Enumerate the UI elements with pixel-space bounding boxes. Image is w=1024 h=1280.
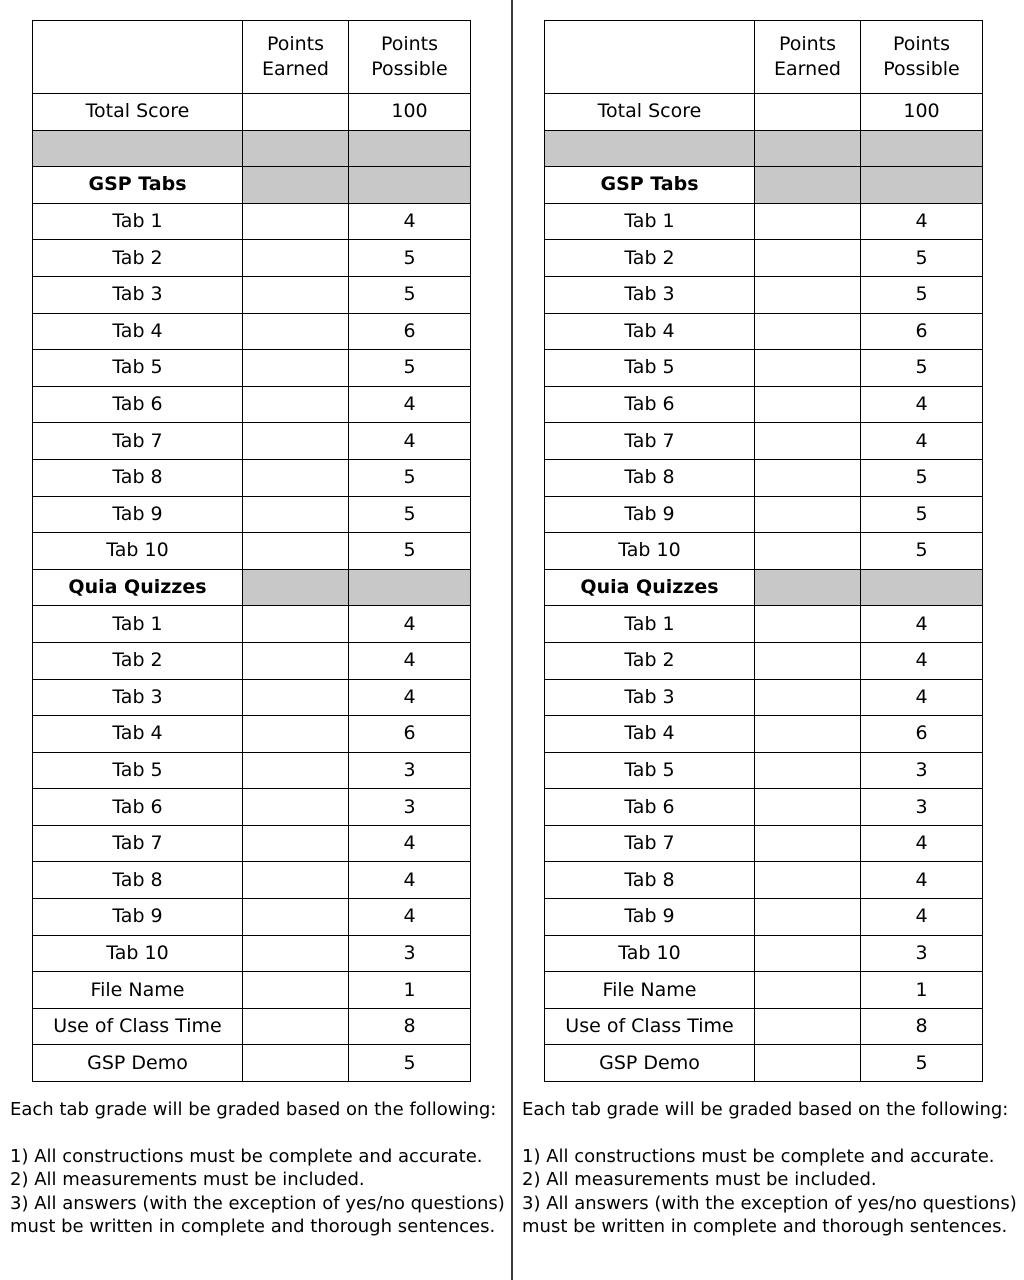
table-row — [545, 386, 983, 423]
row-label: Tab 5 — [33, 752, 243, 789]
possible-value: 5 — [349, 1045, 471, 1082]
earned-cell[interactable] — [755, 350, 861, 387]
section-title: Quia Quizzes — [33, 569, 243, 606]
earned-cell[interactable] — [243, 276, 349, 313]
table-row — [33, 276, 471, 313]
possible-value: 4 — [349, 386, 471, 423]
possible-value: 4 — [861, 679, 983, 716]
earned-cell[interactable] — [243, 935, 349, 972]
table-row — [33, 533, 471, 570]
total-earned-cell[interactable] — [755, 94, 861, 131]
notes-item: 3) All answers (with the exception of yes/no questions) must be written in complete and thorough sentences. — [10, 1192, 505, 1238]
possible-value: 3 — [349, 789, 471, 826]
possible-value: 5 — [861, 533, 983, 570]
gray-cell — [33, 130, 243, 167]
possible-value: 3 — [349, 935, 471, 972]
header-blank — [33, 21, 243, 94]
row-label: GSP Demo — [33, 1045, 243, 1082]
possible-value: 4 — [349, 203, 471, 240]
earned-cell[interactable] — [755, 386, 861, 423]
row-label: Use of Class Time — [33, 1008, 243, 1045]
earned-cell[interactable] — [243, 203, 349, 240]
row-label: File Name — [33, 972, 243, 1009]
possible-value: 3 — [861, 935, 983, 972]
gray-cell — [243, 130, 349, 167]
row-label: Tab 6 — [545, 386, 755, 423]
row-label: Tab 8 — [545, 862, 755, 899]
row-label: GSP Demo — [545, 1045, 755, 1082]
table-row — [545, 679, 983, 716]
score-sheet-right — [522, 20, 1024, 1239]
possible-value: 4 — [349, 606, 471, 643]
possible-value: 4 — [861, 606, 983, 643]
possible-value: 4 — [349, 679, 471, 716]
table-row — [33, 752, 471, 789]
row-label: Tab 7 — [545, 825, 755, 862]
possible-value: 3 — [349, 752, 471, 789]
header-points-possible: Points Possible — [861, 21, 983, 94]
earned-cell[interactable] — [243, 350, 349, 387]
row-label: Tab 1 — [545, 203, 755, 240]
section-row-gsp-tabs — [545, 167, 983, 204]
earned-cell[interactable] — [243, 716, 349, 753]
section-title: GSP Tabs — [545, 167, 755, 204]
row-label: Tab 10 — [33, 935, 243, 972]
total-earned-cell[interactable] — [243, 94, 349, 131]
score-table — [32, 20, 471, 1082]
grading-notes — [10, 1098, 515, 1239]
table-row — [545, 899, 983, 936]
possible-value: 1 — [861, 972, 983, 1009]
earned-cell[interactable] — [755, 899, 861, 936]
row-label: Tab 4 — [33, 716, 243, 753]
gray-cell — [243, 569, 349, 606]
earned-cell[interactable] — [243, 386, 349, 423]
table-row — [545, 642, 983, 679]
table-row — [33, 642, 471, 679]
table-row — [545, 716, 983, 753]
row-label: Tab 10 — [33, 533, 243, 570]
row-label: Tab 8 — [33, 862, 243, 899]
possible-value: 6 — [349, 716, 471, 753]
score-sheet-left — [10, 20, 515, 1239]
possible-value: 5 — [349, 533, 471, 570]
earned-cell[interactable] — [755, 276, 861, 313]
score-table — [544, 20, 983, 1082]
row-label: Tab 3 — [545, 679, 755, 716]
earned-cell[interactable] — [243, 752, 349, 789]
total-possible: 100 — [861, 94, 983, 131]
earned-cell[interactable] — [243, 1045, 349, 1082]
earned-cell[interactable] — [243, 825, 349, 862]
row-label: Tab 8 — [545, 459, 755, 496]
gray-spacer-row — [33, 130, 471, 167]
row-label: Tab 5 — [33, 350, 243, 387]
possible-value: 4 — [861, 203, 983, 240]
possible-value: 8 — [349, 1008, 471, 1045]
row-label: Tab 7 — [33, 423, 243, 460]
possible-value: 5 — [861, 276, 983, 313]
possible-value: 5 — [861, 1045, 983, 1082]
grading-notes — [522, 1098, 1024, 1239]
row-label: Tab 2 — [545, 240, 755, 277]
row-label: Tab 10 — [545, 935, 755, 972]
possible-value: 4 — [349, 642, 471, 679]
table-row — [545, 606, 983, 643]
total-row — [545, 94, 983, 131]
table-row — [545, 752, 983, 789]
earned-cell[interactable] — [243, 423, 349, 460]
earned-cell[interactable] — [243, 642, 349, 679]
earned-cell[interactable] — [755, 752, 861, 789]
possible-value: 4 — [349, 423, 471, 460]
row-label: Tab 3 — [545, 276, 755, 313]
possible-value: 6 — [349, 313, 471, 350]
earned-cell[interactable] — [755, 972, 861, 1009]
earned-cell[interactable] — [243, 240, 349, 277]
earned-cell[interactable] — [243, 459, 349, 496]
gray-cell — [861, 130, 983, 167]
row-label: Tab 5 — [545, 350, 755, 387]
gray-cell — [755, 569, 861, 606]
total-label: Total Score — [33, 94, 243, 131]
possible-value: 8 — [861, 1008, 983, 1045]
possible-value: 5 — [349, 276, 471, 313]
gray-cell — [545, 130, 755, 167]
earned-cell[interactable] — [755, 423, 861, 460]
table-row — [545, 276, 983, 313]
possible-value: 1 — [349, 972, 471, 1009]
possible-value: 5 — [861, 350, 983, 387]
notes-item: 3) All answers (with the exception of yes/no questions) must be written in complete and thorough sentences. — [522, 1192, 1017, 1238]
table-row — [33, 789, 471, 826]
gray-cell — [861, 167, 983, 204]
table-row — [33, 679, 471, 716]
notes-item: 1) All constructions must be complete and accurate. — [10, 1145, 483, 1167]
row-label: Tab 4 — [33, 313, 243, 350]
section-title: Quia Quizzes — [545, 569, 755, 606]
gray-cell — [861, 569, 983, 606]
table-row — [33, 606, 471, 643]
possible-value: 4 — [861, 899, 983, 936]
section-row-gsp-tabs — [33, 167, 471, 204]
table-row — [545, 862, 983, 899]
table-row — [545, 313, 983, 350]
table-row — [545, 789, 983, 826]
table-row — [33, 459, 471, 496]
earned-cell[interactable] — [755, 716, 861, 753]
possible-value: 4 — [861, 642, 983, 679]
notes-item: 1) All constructions must be complete and accurate. — [522, 1145, 995, 1167]
possible-value: 5 — [861, 496, 983, 533]
table-row — [545, 533, 983, 570]
table-row — [545, 1008, 983, 1045]
row-label: Tab 2 — [545, 642, 755, 679]
earned-cell[interactable] — [243, 862, 349, 899]
possible-value: 4 — [349, 899, 471, 936]
row-label: Tab 9 — [33, 496, 243, 533]
row-label: Tab 9 — [545, 496, 755, 533]
table-row — [33, 1045, 471, 1082]
possible-value: 5 — [349, 496, 471, 533]
row-label: Tab 1 — [33, 203, 243, 240]
row-label: Tab 4 — [545, 716, 755, 753]
row-label: Tab 5 — [545, 752, 755, 789]
notes-item: 2) All measurements must be included. — [522, 1169, 877, 1191]
table-row — [33, 386, 471, 423]
total-possible: 100 — [349, 94, 471, 131]
earned-cell[interactable] — [755, 459, 861, 496]
row-label: Tab 10 — [545, 533, 755, 570]
header-points-earned: Points Earned — [243, 21, 349, 94]
earned-cell[interactable] — [755, 862, 861, 899]
table-row — [33, 825, 471, 862]
earned-cell[interactable] — [755, 679, 861, 716]
row-label: Tab 7 — [545, 423, 755, 460]
row-label: Tab 2 — [33, 240, 243, 277]
row-label: Tab 6 — [33, 789, 243, 826]
possible-value: 4 — [349, 862, 471, 899]
possible-value: 4 — [861, 386, 983, 423]
earned-cell[interactable] — [755, 825, 861, 862]
row-label: Use of Class Time — [545, 1008, 755, 1045]
table-row — [33, 862, 471, 899]
possible-value: 6 — [861, 313, 983, 350]
earned-cell[interactable] — [755, 1045, 861, 1082]
notes-intro: Each tab grade will be graded based on the following: — [10, 1099, 497, 1121]
gray-cell — [755, 167, 861, 204]
row-label: Tab 1 — [33, 606, 243, 643]
earned-cell[interactable] — [755, 935, 861, 972]
table-row — [545, 350, 983, 387]
section-row-quia-quizzes — [545, 569, 983, 606]
earned-cell[interactable] — [755, 1008, 861, 1045]
table-row — [33, 899, 471, 936]
gray-cell — [243, 167, 349, 204]
earned-cell[interactable] — [755, 606, 861, 643]
notes-item: 2) All measurements must be included. — [10, 1169, 365, 1191]
row-label: Tab 6 — [33, 386, 243, 423]
possible-value: 6 — [861, 716, 983, 753]
possible-value: 5 — [861, 459, 983, 496]
table-row — [545, 203, 983, 240]
possible-value: 5 — [861, 240, 983, 277]
earned-cell[interactable] — [243, 313, 349, 350]
earned-cell[interactable] — [755, 313, 861, 350]
earned-cell[interactable] — [243, 972, 349, 1009]
row-label: Tab 3 — [33, 276, 243, 313]
table-row — [33, 1008, 471, 1045]
row-label: Tab 2 — [33, 642, 243, 679]
earned-cell[interactable] — [755, 240, 861, 277]
earned-cell[interactable] — [755, 642, 861, 679]
notes-intro: Each tab grade will be graded based on the following: — [522, 1099, 1009, 1121]
gray-spacer-row — [545, 130, 983, 167]
header-row — [33, 21, 471, 94]
table-row — [545, 240, 983, 277]
table-row — [33, 935, 471, 972]
possible-value: 3 — [861, 789, 983, 826]
earned-cell[interactable] — [755, 533, 861, 570]
earned-cell[interactable] — [243, 679, 349, 716]
row-label: Tab 1 — [545, 606, 755, 643]
table-row — [33, 423, 471, 460]
table-row — [545, 1045, 983, 1082]
possible-value: 5 — [349, 350, 471, 387]
earned-cell[interactable] — [755, 496, 861, 533]
row-label: Tab 6 — [545, 789, 755, 826]
table-row — [33, 496, 471, 533]
header-row — [545, 21, 983, 94]
row-label: Tab 8 — [33, 459, 243, 496]
row-label: Tab 3 — [33, 679, 243, 716]
earned-cell[interactable] — [243, 496, 349, 533]
table-row — [33, 350, 471, 387]
header-points-earned: Points Earned — [755, 21, 861, 94]
row-label: Tab 7 — [33, 825, 243, 862]
earned-cell[interactable] — [243, 789, 349, 826]
earned-cell[interactable] — [243, 606, 349, 643]
possible-value: 5 — [349, 240, 471, 277]
total-row — [33, 94, 471, 131]
earned-cell[interactable] — [243, 533, 349, 570]
row-label: Tab 4 — [545, 313, 755, 350]
earned-cell[interactable] — [243, 1008, 349, 1045]
header-blank — [545, 21, 755, 94]
possible-value: 3 — [861, 752, 983, 789]
table-row — [545, 496, 983, 533]
table-row — [33, 240, 471, 277]
possible-value: 4 — [861, 423, 983, 460]
gray-cell — [349, 130, 471, 167]
row-label: Tab 9 — [545, 899, 755, 936]
possible-value: 4 — [861, 862, 983, 899]
table-row — [545, 935, 983, 972]
row-label: Tab 9 — [33, 899, 243, 936]
earned-cell[interactable] — [243, 899, 349, 936]
possible-value: 4 — [861, 825, 983, 862]
earned-cell[interactable] — [755, 203, 861, 240]
earned-cell[interactable] — [755, 789, 861, 826]
table-row — [33, 203, 471, 240]
gray-cell — [755, 130, 861, 167]
possible-value: 4 — [349, 825, 471, 862]
row-label: File Name — [545, 972, 755, 1009]
header-points-possible: Points Possible — [349, 21, 471, 94]
table-row — [545, 825, 983, 862]
gray-cell — [349, 569, 471, 606]
gray-cell — [349, 167, 471, 204]
section-row-quia-quizzes — [33, 569, 471, 606]
table-row — [545, 459, 983, 496]
table-row — [33, 716, 471, 753]
table-row — [545, 972, 983, 1009]
table-row — [33, 972, 471, 1009]
table-row — [33, 313, 471, 350]
table-row — [545, 423, 983, 460]
section-title: GSP Tabs — [33, 167, 243, 204]
possible-value: 5 — [349, 459, 471, 496]
total-label: Total Score — [545, 94, 755, 131]
